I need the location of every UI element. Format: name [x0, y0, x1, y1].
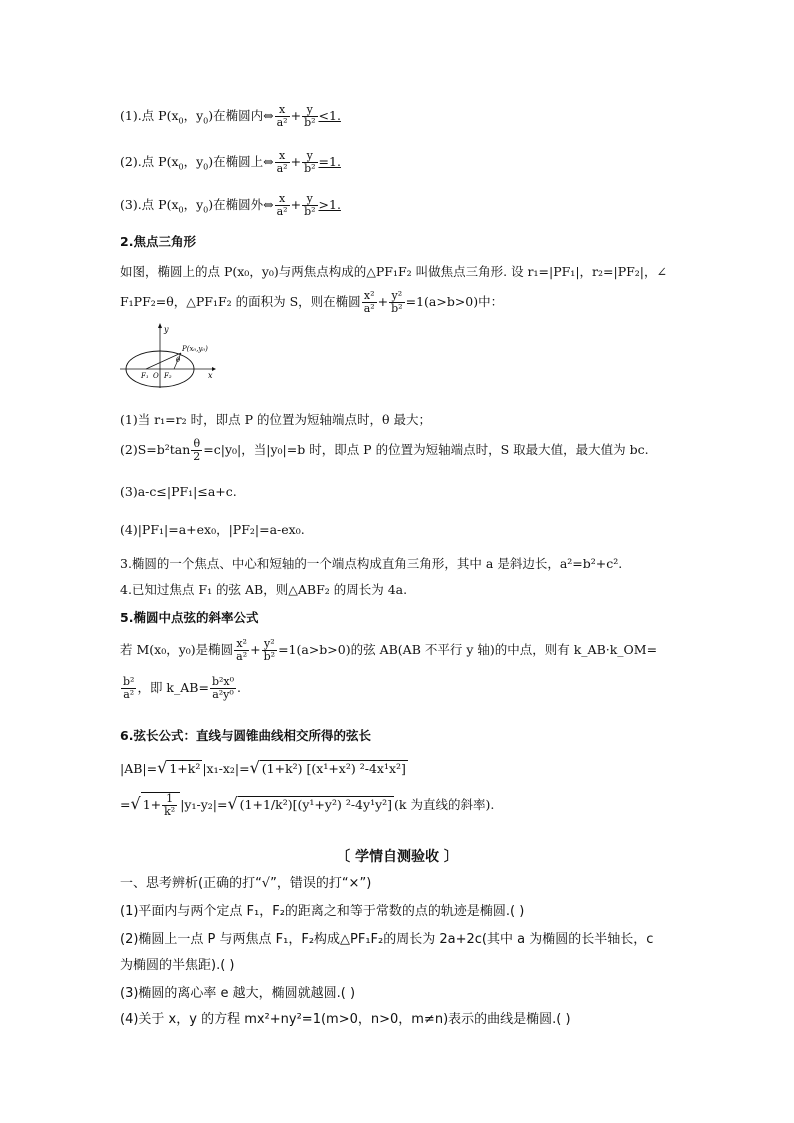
fig-y-label: y	[164, 325, 169, 334]
point-inside-line: (1).点 $P(x_0$，$y_0$)在椭圆内⇔ $\frac{x}{\text{a²}}$ + $\frac{y}{\text{b²}}$ <1.	[120, 103, 341, 129]
section-2-item-2: (2)S=b²tan $\frac{\theta}{2}$ =c|y₀|，当|y₀|=b 时，即点 P 的位置为短轴端点时，S 取最大值，最大值为 bc.	[120, 437, 649, 463]
section-2-title: 2.焦点三角形	[120, 234, 196, 249]
section-2-item-4: (4)|PF₁|=a+ex₀，|PF₂|=a-ex₀.	[120, 522, 305, 537]
point-on-line: (2).点 $P(x_0$，$y_0$)在椭圆上⇔ $\frac{x}{\text{a²}}$ + $\frac{y}{\text{b²}}$ =1.	[120, 149, 341, 175]
fig-f1-label: F₁	[141, 372, 149, 380]
fig-x-label: x	[208, 371, 213, 380]
section-3: 3.椭圆的一个焦点、中心和短轴的一个端点构成直角三角形，其中 a 是斜边长，a²=b²+c².	[120, 556, 623, 571]
section-5-line-1: 若 M(x₀，y₀)是椭圆 $\frac{\text{x²}}{\text{a²}}$ + $\frac{\text{y²}}{\text{b²}}$ =1(a>b>0)的弦 AB(AB 不平行 y 轴)的中点，则有 k_AB·k_OM=	[120, 637, 658, 663]
question-4: (4)关于 x，y 的方程 mx²+ny²=1(m>0，n>0，m≠n)表示的曲线是椭圆.( )	[120, 1012, 571, 1027]
question-2-line-2: 为椭圆的半焦距).( )	[120, 958, 235, 973]
section-6-line-2: =√ 1+ $\frac{1}{\text{k²}}$ |y₁-y₂|=√ (1+1/k²)[(y¹+y²) ²-4y¹y²] (k 为直线的斜率).	[120, 792, 495, 818]
ellipse-figure	[118, 322, 218, 390]
fig-p-label: P(x₀,y₀)	[182, 345, 208, 353]
section-2-intro-1: 如图，椭圆上的点 P(x₀，y₀)与两焦点构成的△PF₁F₂ 叫做焦点三角形. 设 r₁=|PF₁|，r₂=|PF₂|，∠	[120, 264, 667, 279]
section-2-item-1: (1)当 r₁=r₂ 时，即点 P 的位置为短轴端点时，θ 最大；	[120, 412, 431, 427]
question-1: (1)平面内与两个定点 F₁，F₂的距离之和等于常数的点的轨迹是椭圆.( )	[120, 904, 525, 919]
section-2-item-3: (3)a-c≤|PF₁|≤a+c.	[120, 484, 237, 499]
self-test-title: 〔 学情自测验收 〕	[336, 849, 458, 865]
point-outside-line: (3).点 $P(x_0$，$y_0$)在椭圆外⇔ $\frac{x}{\text{a²}}$ + $\frac{y}{\text{b²}}$ >1.	[120, 192, 341, 218]
x-axis-arrow	[212, 367, 216, 371]
fig-theta-label: θ	[176, 356, 181, 364]
question-2-line-1: (2)椭圆上一点 P 与两焦点 F₁，F₂构成△PF₁F₂的周长为 2a+2c(其中 a 为椭圆的长半轴长，c	[120, 932, 654, 947]
question-heading: 一、思考辨析(正确的打“√”，错误的打“×”)	[120, 876, 372, 891]
y-axis-arrow	[158, 323, 162, 328]
fig-f2-label: F₂	[164, 372, 172, 380]
question-3: (3)椭圆的离心率 e 越大，椭圆就越圆.( )	[120, 986, 356, 1001]
section-6-title: 6.弦长公式：直线与圆锥曲线相交所得的弦长	[120, 728, 371, 743]
section-6-line-1: |AB|=√ 1+k² |x₁-x₂|=√ (1+k²) [(x¹+x²) ²-4x¹x²]	[120, 758, 406, 777]
fig-o-label: O	[153, 372, 159, 380]
section-5-title: 5.椭圆中点弦的斜率公式	[120, 610, 259, 625]
section-5-line-2: $\frac{\text{b²}}{\text{a²}}$ ，即 k_AB= $\frac{\text{b²x⁰}}{\text{a²y⁰}}$ .	[123, 675, 242, 701]
section-4: 4.已知过焦点 F₁ 的弦 AB，则△ABF₂ 的周长为 4a.	[120, 582, 408, 597]
section-2-intro-2: F₁PF₂=θ，△PF₁F₂ 的面积为 S，则在椭圆 $\frac{\text{x²}}{\text{a²}}$ + $\frac{\text{y²}}{\text{b²}}$ =1(a>b>0)中：	[120, 289, 504, 315]
